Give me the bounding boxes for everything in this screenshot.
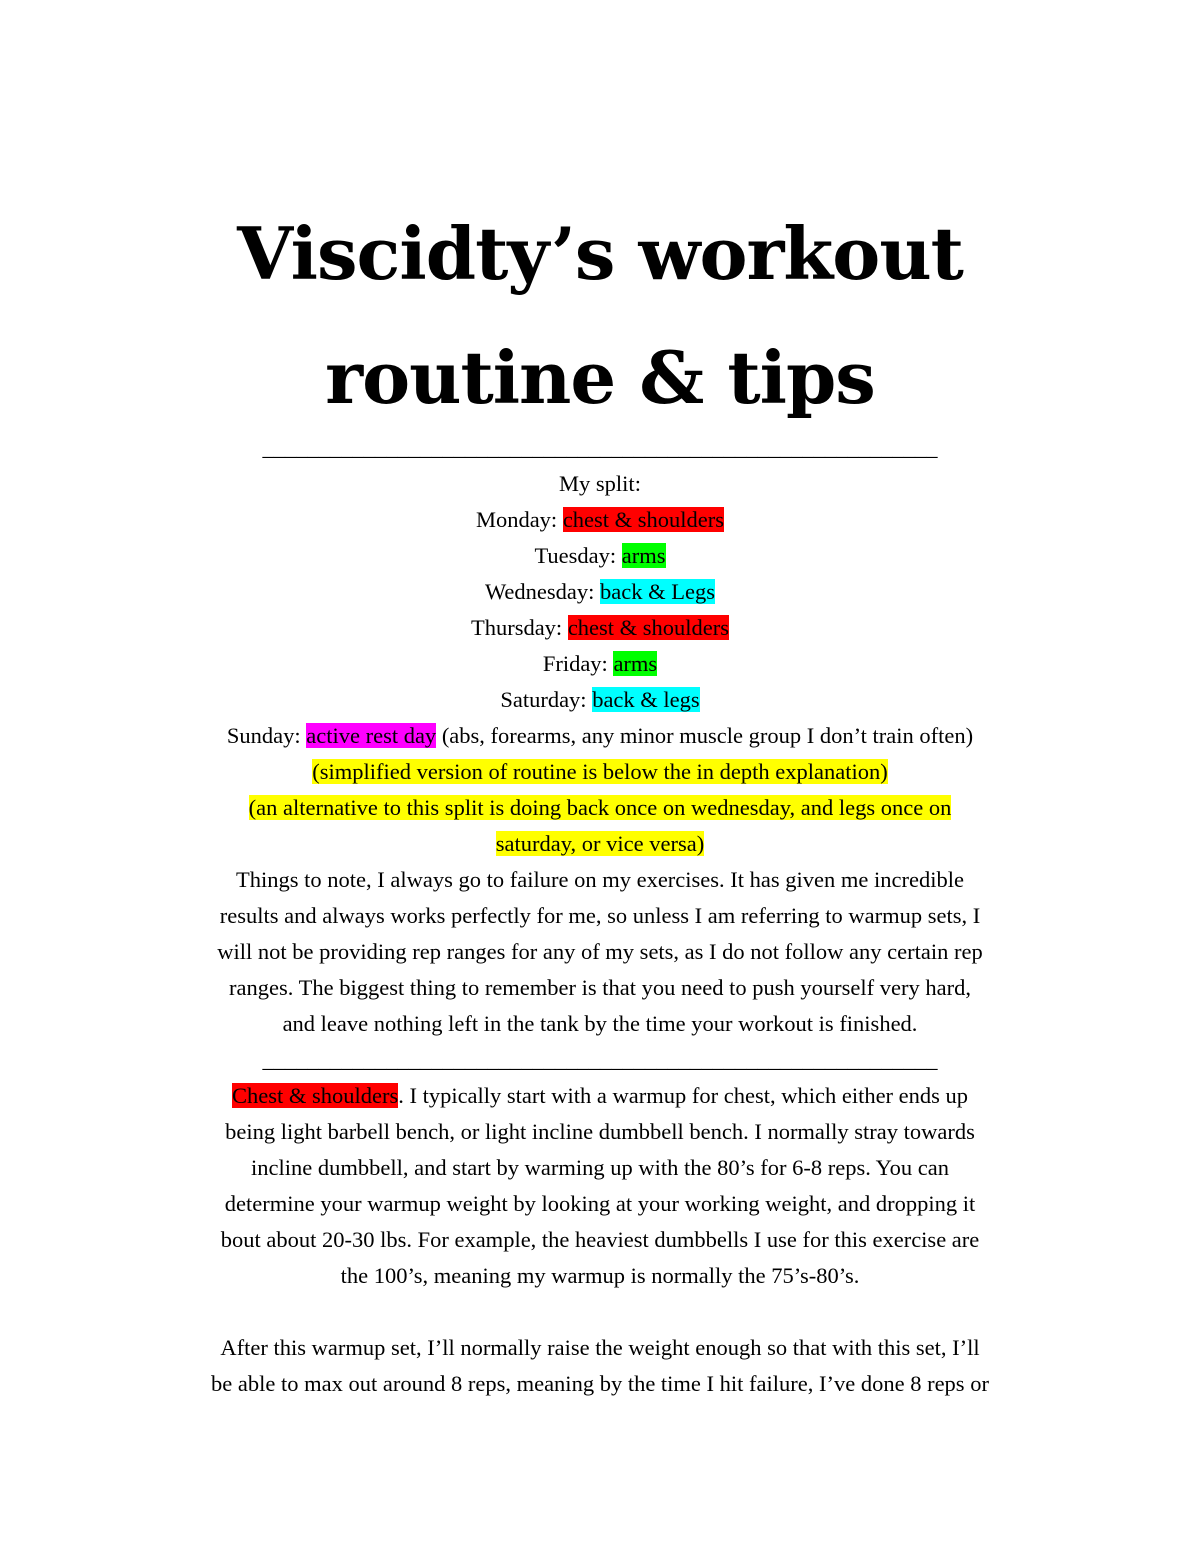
paragraph-line: ranges. The biggest thing to remember is that you need to push yourself very hard, (229, 975, 971, 1000)
day-focus-highlight: back & legs (592, 687, 700, 712)
title-line-1: Viscidty’s workout (237, 211, 963, 296)
paragraph-line: Things to note, I always go to failure on my exercises. It has given me incredible (236, 867, 964, 892)
split-day-tuesday (130, 538, 1070, 574)
day-label: Tuesday: (534, 543, 622, 568)
day-label: Monday: (475, 507, 563, 532)
paragraph-line: the 100’s, meaning my warmup is normally the 75’s-80’s. (340, 1263, 860, 1288)
paragraph-line: determine your warmup weight by looking at your working weight, and dropping it (224, 1191, 976, 1216)
note-alternative-line-1 (130, 790, 1070, 826)
paragraph-line: After this warmup set, I’ll normally raise the weight enough so that with this set, I’ll (220, 1335, 980, 1360)
split-day-thursday (130, 610, 1070, 646)
split-day-saturday (130, 682, 1070, 718)
day-label: Wednesday: (485, 579, 601, 604)
after-warmup-paragraph (130, 1330, 1070, 1402)
sunday-note: (abs, forearms, any minor muscle group I don’t train often) (436, 723, 974, 748)
note-alternative-highlight: saturday, or vice versa) (495, 831, 705, 856)
day-label: Friday: (542, 651, 614, 676)
day-focus-highlight: chest & shoulders (567, 615, 730, 640)
document-title (0, 192, 1200, 440)
day-focus-highlight: active rest day (306, 723, 437, 748)
day-label: Sunday: (226, 723, 307, 748)
split-day-wednesday (130, 574, 1070, 610)
day-label: Saturday: (500, 687, 593, 712)
divider-middle: ____________________________________________________________ (262, 1047, 938, 1072)
document-body (130, 430, 1070, 1402)
day-label: Thursday: (470, 615, 568, 640)
split-heading: My split: (559, 471, 641, 496)
section-label-highlight: Chest & shoulders (231, 1083, 399, 1108)
chest-shoulders-paragraph (130, 1078, 1070, 1294)
title-line-2: routine & tips (325, 335, 875, 420)
paragraph-gap (130, 1294, 1070, 1330)
paragraph-line: being light barbell bench, or light incline dumbbell bench. I normally stray towards (225, 1119, 975, 1144)
paragraph-line: and leave nothing left in the tank by the time your workout is finished. (282, 1011, 918, 1036)
things-to-note-paragraph (130, 862, 1070, 1042)
paragraph-line: results and always works perfectly for me, so unless I am referring to warmup sets, I (219, 903, 981, 928)
day-focus-highlight: arms (621, 543, 666, 568)
paragraph-line: will not be providing rep ranges for any of my sets, as I do not follow any certain rep (217, 939, 983, 964)
split-day-friday (130, 646, 1070, 682)
day-focus-highlight: back & Legs (600, 579, 715, 604)
paragraph-line (130, 1078, 1070, 1114)
day-focus-highlight: chest & shoulders (562, 507, 725, 532)
paragraph-line: incline dumbbell, and start by warming up with the 80’s for 6-8 reps. You can (250, 1155, 950, 1180)
paragraph-line: bout about 20-30 lbs. For example, the heaviest dumbbells I use for this exercise are (220, 1227, 980, 1252)
divider-top: ____________________________________________________________ (262, 435, 938, 460)
note-simplified (130, 754, 1070, 790)
note-simplified-highlight: (simplified version of routine is below the in depth explanation) (312, 759, 888, 784)
section-first-line-text: . I typically start with a warmup for chest, which either ends up (398, 1083, 969, 1108)
note-alternative-highlight: (an alternative to this split is doing back once on wednesday, and legs once on (248, 795, 952, 820)
split-day-monday (130, 502, 1070, 538)
day-focus-highlight: arms (613, 651, 658, 676)
split-day-sunday (130, 718, 1070, 754)
paragraph-line: be able to max out around 8 reps, meaning by the time I hit failure, I’ve done 8 reps or (211, 1371, 989, 1396)
note-alternative-line-2 (130, 826, 1070, 862)
